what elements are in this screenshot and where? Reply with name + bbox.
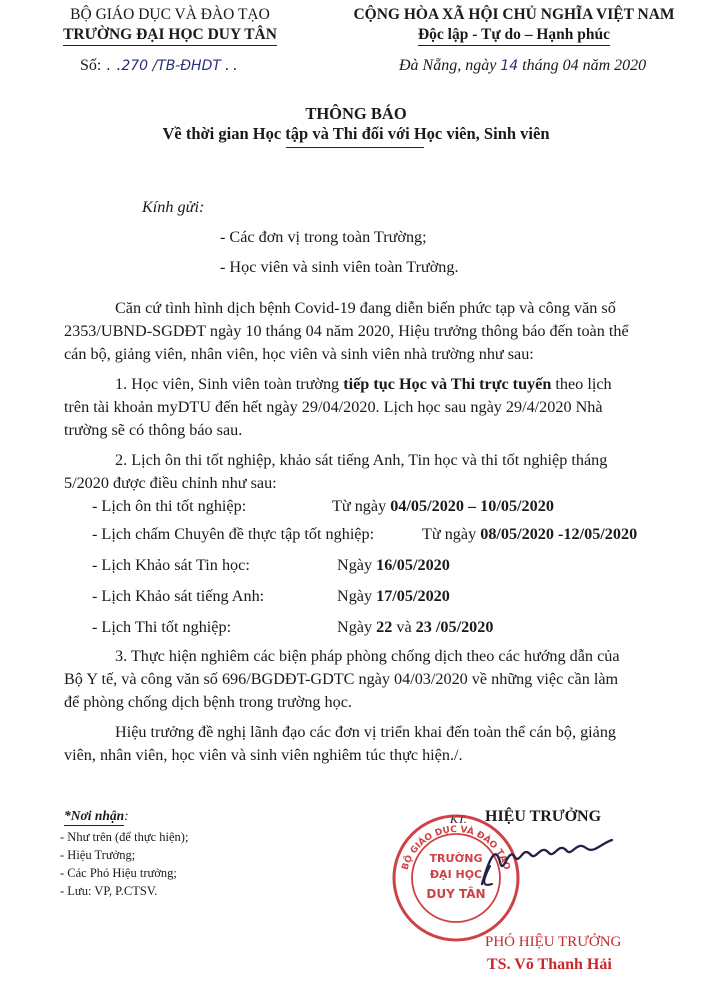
national-motto: Độc lập - Tự do – Hạnh phúc [318, 26, 710, 46]
title-rule [286, 147, 424, 148]
closing-line-2: viên, nhân viên, học viên và sinh viên nghiêm túc thực hiện./. [64, 746, 463, 764]
svg-text:DUY TÂN: DUY TÂN [426, 887, 486, 901]
item1-line-2: trên tài khoản myDTU đến hết ngày 29/04/2020. Lịch học sau ngày 29/4/2020 Nhà [64, 398, 603, 416]
signer-role: PHÓ HIỆU TRƯỞNG [485, 934, 622, 950]
item1-line-3: trường sẽ có thông báo sau. [64, 421, 243, 439]
recipients-title: *Nơi nhận: [64, 808, 129, 826]
recipient-item: - Các Phó Hiệu trưởng; [60, 866, 177, 880]
notice-subtitle: Về thời gian Học tập và Thi đối với Học viên, Sinh viên [162, 124, 550, 143]
school-name: TRƯỜNG ĐẠI HỌC DUY TÂN [40, 26, 300, 46]
recipient-item: - Hiệu Trưởng; [60, 848, 136, 862]
recipient-item: - Như trên (để thực hiện); [60, 830, 189, 844]
greeting-recipient-1: - Các đơn vị trong toàn Trường; [220, 228, 427, 246]
signature-kt: KT. [450, 812, 467, 826]
intro-line-2: 2353/UBND-SGDĐT ngày 10 tháng 04 năm 2020, Hiệu trưởng thông báo đến toàn thể [64, 322, 629, 340]
recipient-item: - Lưu: VP, P.CTSV. [60, 884, 158, 898]
item1-line-1: 1. Học viên, Sinh viên toàn trường tiếp tục Học và Thi trực tuyến theo lịch [115, 375, 612, 393]
closing-line-1: Hiệu trưởng đề nghị lãnh đạo các đơn vị triển khai đến toàn thể cán bộ, giảng [115, 723, 617, 741]
country-name: CỘNG HÒA XÃ HỘI CHỦ NGHĨA VIỆT NAM [353, 6, 675, 23]
svg-text:ĐẠI HỌC: ĐẠI HỌC [429, 868, 483, 881]
signature-title: HIỆU TRƯỞNG [485, 808, 602, 825]
item2-line-1: 2. Lịch ôn thi tốt nghiệp, khảo sát tiếng Anh, Tin học và thi tốt nghiệp tháng [115, 451, 608, 469]
notice-title: THÔNG BÁO [305, 104, 407, 123]
intro-line-3: cán bộ, giảng viên, nhân viên, học viên và sinh viên nhà trường như sau: [64, 345, 534, 363]
issue-date: Đà Nẵng, ngày 14 tháng 04 năm 2020 [399, 57, 647, 74]
intro-line-1: Căn cứ tình hình dịch bệnh Covid-19 đang diễn biến phức tạp và công văn số [115, 299, 616, 317]
item3-line-3: để phòng chống dịch bệnh trong trường học. [64, 693, 352, 711]
greeting-label: Kính gửi: [142, 198, 205, 216]
item2-line-2: 5/2020 được điều chỉnh như sau: [64, 474, 277, 492]
signer-name: TS. Võ Thanh Hải [487, 956, 612, 973]
greeting-recipient-2: - Học viên và sinh viên toàn Trường. [220, 258, 459, 276]
svg-text:BỘ GIÁO DỤC VÀ ĐÀO TẠO: BỘ GIÁO DỤC VÀ ĐÀO TẠO [400, 824, 512, 872]
document-number: Số: . .270 /TB-ĐHDT . . [80, 57, 237, 74]
svg-text:TRƯỜNG: TRƯỜNG [429, 852, 483, 865]
item3-line-2: Bộ Y tế, và công văn số 696/BGDĐT-GDTC ngày 04/03/2020 về những việc cần làm [64, 670, 619, 688]
item3-line-1: 3. Thực hiện nghiêm các biện pháp phòng chống dịch theo các hướng dẫn của [115, 647, 620, 665]
handwritten-signature [470, 826, 620, 892]
ministry-name: BỘ GIÁO DỤC VÀ ĐÀO TẠO [70, 6, 270, 23]
